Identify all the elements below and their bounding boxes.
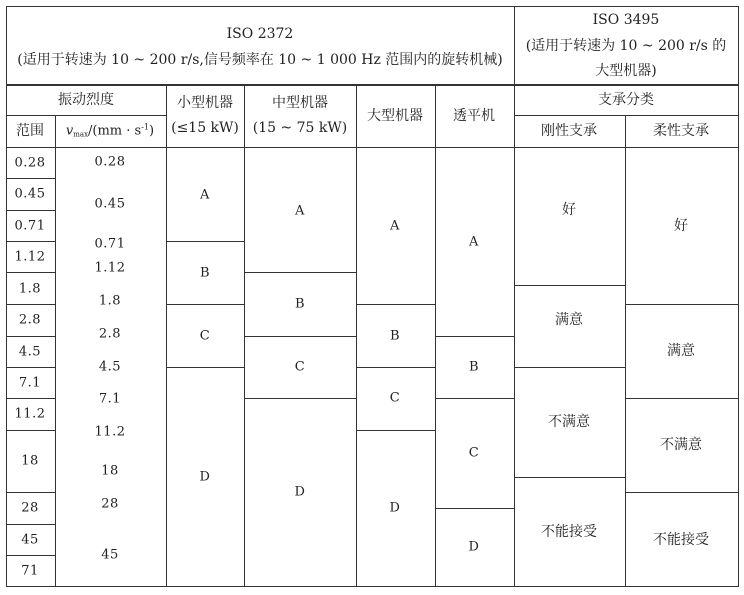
vmax-value: 0.71 xyxy=(94,236,126,252)
small-machine-header: 小型机器 xyxy=(177,95,233,111)
range-value: 0.45 xyxy=(14,186,46,202)
rule xyxy=(738,6,739,587)
turbo-grade: A xyxy=(469,234,479,250)
rule xyxy=(435,336,514,337)
range-value: 18 xyxy=(21,453,39,469)
turbo-grade: D xyxy=(468,539,480,555)
rule xyxy=(6,304,55,305)
rule xyxy=(244,336,356,337)
range-value: 1.12 xyxy=(14,249,46,265)
range-value: 4.5 xyxy=(18,344,42,360)
rule xyxy=(166,241,244,242)
small-grade: C xyxy=(199,328,211,344)
rule xyxy=(6,336,55,337)
range-value: 0.28 xyxy=(14,155,46,171)
rule xyxy=(625,398,739,399)
iso2372-title: ISO 2372 xyxy=(226,26,294,42)
rigid-rating: 不能接受 xyxy=(541,524,597,540)
rule xyxy=(6,524,55,525)
vmax-unit: /(mm · s xyxy=(88,123,142,139)
rule xyxy=(166,85,167,587)
turbo-grade: C xyxy=(468,445,480,461)
flexible-support-header: 柔性支承 xyxy=(653,123,709,139)
rule xyxy=(55,115,56,587)
rule xyxy=(625,492,739,493)
range-value: 7.1 xyxy=(18,375,42,391)
rule xyxy=(6,241,55,242)
rule xyxy=(6,178,55,179)
vmax-value: 1.8 xyxy=(98,293,122,309)
range-value: 2.8 xyxy=(18,312,42,328)
flexible-rating: 不满意 xyxy=(660,437,702,453)
rule xyxy=(6,555,55,556)
large-grade: C xyxy=(389,390,401,406)
medium-grade: D xyxy=(294,484,306,500)
vmax-header xyxy=(66,123,154,138)
range-header: 范围 xyxy=(16,123,44,139)
rule xyxy=(6,210,55,211)
rule xyxy=(6,6,7,587)
rule xyxy=(514,477,625,478)
medium-grade: B xyxy=(294,296,306,312)
iso2372-subtitle: (适用于转速为 10 ~ 200 r/s,信号频率在 10 ~ 1 000 Hz 范围内的旋转机械) xyxy=(17,52,503,68)
turbo-machine-header: 透平机 xyxy=(453,108,495,124)
vmax-value: 2.8 xyxy=(98,326,122,342)
range-value: 71 xyxy=(21,563,39,579)
turbo-grade: B xyxy=(468,359,480,375)
iso3495-title: ISO 3495 xyxy=(592,12,660,28)
rigid-support-header: 刚性支承 xyxy=(541,123,597,139)
large-grade: A xyxy=(390,218,400,234)
rigid-rating: 好 xyxy=(562,202,576,218)
rigid-rating: 不满意 xyxy=(548,414,590,430)
rule xyxy=(356,367,435,368)
iso3495-scope-line: 大型机器) xyxy=(595,63,657,79)
medium-machine-header: 中型机器 xyxy=(272,95,328,111)
small-grade: B xyxy=(199,265,211,281)
rigid-rating: 满意 xyxy=(555,312,583,328)
rule xyxy=(435,85,436,587)
range-value: 45 xyxy=(21,532,39,548)
rule xyxy=(356,430,435,431)
vmax-value: 7.1 xyxy=(98,391,122,407)
rule xyxy=(244,398,356,399)
large-grade: B xyxy=(389,328,401,344)
rule xyxy=(356,304,435,305)
rule xyxy=(514,115,739,116)
rule xyxy=(6,398,55,399)
range-value: 1.8 xyxy=(18,281,42,297)
rule xyxy=(6,272,55,273)
rule xyxy=(6,367,55,368)
rule xyxy=(166,304,244,305)
rule xyxy=(244,272,356,273)
vmax-value: 18 xyxy=(101,463,119,479)
rule xyxy=(514,367,625,368)
small-grade: D xyxy=(199,469,211,485)
flexible-rating: 满意 xyxy=(667,343,695,359)
range-value: 28 xyxy=(21,500,39,516)
rule xyxy=(6,492,55,493)
flexible-rating: 好 xyxy=(674,218,688,234)
range-value: 11.2 xyxy=(14,406,46,422)
vmax-value: 45 xyxy=(101,547,119,563)
vmax-value: 0.28 xyxy=(94,154,126,170)
rule xyxy=(625,115,626,587)
large-grade: D xyxy=(389,500,401,516)
rule xyxy=(6,147,739,148)
small-grade: A xyxy=(200,187,210,203)
vmax-value: 1.12 xyxy=(94,260,126,276)
rule xyxy=(435,398,514,399)
medium-grade: C xyxy=(294,359,306,375)
vmax-value: 28 xyxy=(101,496,119,512)
vmax-value: 11.2 xyxy=(94,424,126,440)
rule xyxy=(244,85,245,587)
vmax-value: 0.45 xyxy=(94,196,126,212)
small-machine-power: (≤15 kW) xyxy=(171,120,239,136)
vmax-exponent: -1 xyxy=(141,122,150,132)
rule xyxy=(514,285,625,286)
range-value: 0.71 xyxy=(14,218,46,234)
rule xyxy=(6,84,739,86)
rule xyxy=(625,304,739,305)
vmax-unit-close: ) xyxy=(149,123,155,139)
iso3495-scope-line: (适用于转速为 10 ~ 200 r/s 的 xyxy=(525,38,727,54)
rule xyxy=(6,430,55,431)
medium-machine-power: (15 ~ 75 kW) xyxy=(252,120,348,136)
vmax-subscript: max xyxy=(73,130,89,139)
rule xyxy=(6,115,166,116)
rule xyxy=(6,6,739,7)
rule xyxy=(514,6,515,587)
support-class-header: 支承分类 xyxy=(598,92,654,108)
rule xyxy=(6,586,739,587)
vmax-symbol: v xyxy=(65,123,74,139)
large-machine-header: 大型机器 xyxy=(367,108,423,124)
vmax-value: 4.5 xyxy=(98,359,122,375)
medium-grade: A xyxy=(295,203,305,219)
rule xyxy=(166,367,244,368)
flexible-rating: 不能接受 xyxy=(653,532,709,548)
severity-header: 振动烈度 xyxy=(58,92,114,108)
rule xyxy=(435,508,514,509)
rule xyxy=(356,85,357,587)
